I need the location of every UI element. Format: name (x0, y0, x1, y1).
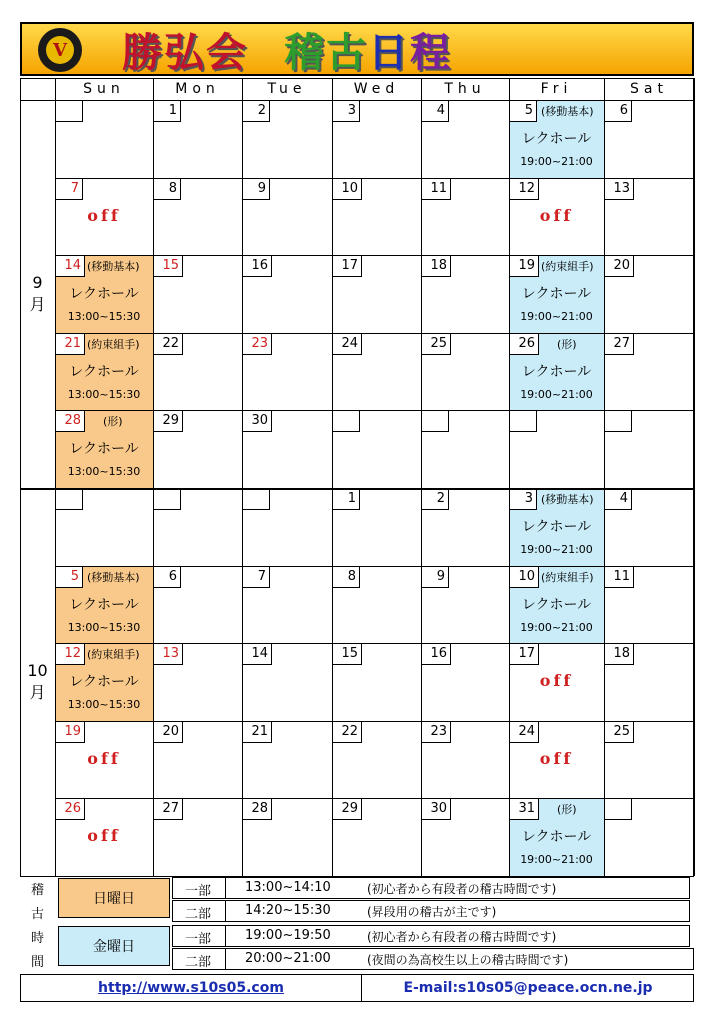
training-topic: (移動基本) (87, 260, 140, 274)
month-label (20, 272, 55, 316)
venue-name: レクホール (521, 131, 592, 147)
calendar-day-cell (509, 566, 604, 644)
day-number: 20 (153, 721, 183, 743)
weekday-header: Mon (175, 81, 220, 97)
day-number: 19 (509, 255, 539, 277)
calendar-day-cell (509, 643, 604, 721)
header-banner (20, 22, 694, 76)
day-number (55, 488, 83, 510)
day-number: 24 (332, 333, 362, 355)
session-part: 一部 (185, 932, 212, 947)
calendar-day-cell (509, 488, 604, 566)
calendar-day-cell (55, 255, 153, 333)
day-off-label: off (87, 826, 121, 846)
training-topic: (形) (557, 337, 577, 351)
calendar-day-cell (509, 410, 604, 488)
day-number (55, 100, 83, 122)
calendar-day-cell (604, 410, 694, 488)
day-off-label: off (539, 671, 574, 691)
day-number: 22 (332, 721, 362, 743)
calendar-day-cell (153, 488, 242, 566)
day-number: 7 (242, 566, 270, 588)
calendar-day-cell (421, 566, 509, 644)
day-number: 19 (55, 721, 85, 743)
day-number: 6 (604, 100, 632, 122)
day-number: 18 (604, 643, 634, 665)
practice-time-label (20, 876, 55, 972)
session-time: 13:00~15:30 (67, 387, 141, 401)
day-number (332, 410, 360, 432)
venue-name: レクホール (69, 286, 139, 303)
calendar-day-cell (153, 643, 242, 721)
day-number: 9 (242, 178, 270, 200)
calendar-day-cell (604, 721, 694, 799)
session-time-range: 14:20~15:30 (245, 903, 331, 918)
day-number: 1 (332, 488, 360, 510)
day-number (421, 410, 449, 432)
weekday-header: Tue (267, 81, 307, 97)
calendar-day-cell (332, 798, 421, 876)
day-number: 25 (421, 333, 451, 355)
calendar-day-cell (332, 100, 421, 178)
day-number: 23 (421, 721, 451, 743)
calendar-day-cell (242, 566, 332, 644)
calendar-day-cell (332, 410, 421, 488)
day-number: 28 (242, 798, 272, 820)
footer (20, 974, 694, 1002)
title-char: 日 (368, 28, 410, 76)
day-number: 27 (604, 333, 634, 355)
practice-time-table (20, 876, 694, 972)
day-number: 2 (242, 100, 270, 122)
label-char: 古 (30, 906, 44, 922)
day-number: 8 (332, 566, 360, 588)
email-address: E-mail:s10s05@peace.ocn.ne.jp (403, 980, 653, 996)
training-topic: (形) (557, 803, 577, 817)
month-number: 10 (27, 661, 48, 680)
day-number: 21 (55, 333, 85, 355)
day-number: 29 (332, 798, 362, 820)
calendar-day-cell (509, 333, 604, 411)
day-number: 18 (421, 255, 451, 277)
calendar-day-cell (242, 643, 332, 721)
calendar-day-cell (332, 333, 421, 411)
day-number: 23 (242, 333, 272, 355)
day-number (604, 798, 632, 820)
session-time: 19:00~21:00 (520, 620, 593, 634)
calendar-day-cell (604, 566, 694, 644)
friday-label: 金曜日 (58, 926, 170, 966)
calendar-grid (20, 78, 694, 876)
day-number: 16 (242, 255, 272, 277)
calendar-day-cell (421, 333, 509, 411)
day-number: 6 (153, 566, 181, 588)
calendar-day-cell (153, 410, 242, 488)
calendar-day-cell (153, 566, 242, 644)
calendar-day-cell (604, 488, 694, 566)
calendar-day-cell (153, 178, 242, 256)
training-topic: (移動基本) (87, 570, 140, 584)
day-number (153, 488, 181, 510)
label-char: 時 (30, 930, 44, 946)
weekday-header: Fri (540, 81, 573, 97)
day-number: 28 (55, 410, 85, 432)
session-time: 19:00~21:00 (520, 155, 593, 168)
day-number: 15 (153, 255, 183, 277)
website-link[interactable]: http://www.s10s05.com (98, 980, 284, 996)
day-number: 9 (421, 566, 449, 588)
calendar-day-cell (55, 178, 153, 256)
session-time-range: 20:00~21:00 (245, 951, 331, 966)
calendar-day-cell (421, 721, 509, 799)
weekday-header: Wed (353, 81, 400, 97)
calendar-day-cell (421, 643, 509, 721)
day-off-label: off (87, 748, 121, 768)
day-number: 26 (509, 333, 539, 355)
calendar-day-cell (604, 333, 694, 411)
venue-name: レクホール (521, 286, 592, 303)
day-number (604, 410, 632, 432)
venue-name: レクホール (69, 596, 139, 613)
session-time: 19:00~21:00 (520, 387, 593, 401)
venue-name: レクホール (521, 829, 592, 846)
session-time: 19:00~21:00 (520, 310, 593, 324)
session-part: 二部 (185, 907, 212, 922)
calendar-day-cell (242, 255, 332, 333)
venue-name: レクホール (69, 674, 139, 691)
day-number: 30 (421, 798, 451, 820)
day-number: 11 (421, 178, 451, 200)
calendar-day-cell (332, 488, 421, 566)
calendar-day-cell (332, 566, 421, 644)
day-number: 22 (153, 333, 183, 355)
club-logo (38, 28, 82, 72)
calendar-day-cell (332, 643, 421, 721)
day-number: 26 (55, 798, 85, 820)
calendar-day-cell (421, 798, 509, 876)
calendar-day-cell (242, 100, 332, 178)
day-number: 2 (421, 488, 449, 510)
session-time: 13:00~15:30 (67, 465, 141, 479)
title-char: 稽 (284, 28, 326, 76)
day-number: 4 (604, 488, 632, 510)
calendar-day-cell (55, 643, 153, 721)
calendar-day-cell (55, 798, 153, 876)
day-number: 17 (332, 255, 362, 277)
day-number: 14 (242, 643, 272, 665)
calendar-day-cell (604, 255, 694, 333)
training-topic: (約束組手) (541, 260, 594, 274)
calendar-day-cell (604, 798, 694, 876)
day-number: 21 (242, 721, 272, 743)
schedule-row (172, 948, 694, 970)
month-number: 9 (32, 273, 43, 292)
day-number: 29 (153, 410, 183, 432)
day-number: 16 (421, 643, 451, 665)
title-char: 程 (410, 28, 452, 76)
day-number: 11 (604, 566, 634, 588)
calendar-day-cell (509, 100, 604, 178)
calendar-day-cell (55, 100, 153, 178)
calendar-day-cell (55, 566, 153, 644)
day-number: 30 (242, 410, 272, 432)
day-number: 31 (509, 798, 539, 820)
day-number: 3 (509, 488, 537, 510)
schedule-row (172, 925, 690, 947)
page-title (122, 24, 682, 74)
calendar-day-cell (153, 100, 242, 178)
calendar-day-cell (242, 410, 332, 488)
calendar-day-cell (55, 488, 153, 566)
day-number: 15 (332, 643, 362, 665)
session-part: 二部 (185, 955, 212, 970)
month-label (20, 660, 55, 704)
venue-name: レクホール (69, 363, 139, 380)
day-number: 13 (153, 643, 183, 665)
session-time-range: 13:00~14:10 (245, 880, 331, 895)
training-topic: (形) (103, 415, 123, 429)
calendar-day-cell (332, 255, 421, 333)
title-char: 古 (326, 28, 368, 76)
day-number: 25 (604, 721, 634, 743)
day-number: 10 (509, 566, 539, 588)
session-time: 13:00~15:30 (67, 310, 141, 324)
calendar-day-cell (153, 721, 242, 799)
calendar-day-cell (421, 255, 509, 333)
day-number: 3 (332, 100, 360, 122)
training-topic: (移動基本) (541, 493, 594, 506)
day-off-label: off (539, 205, 574, 225)
label-char: 間 (30, 954, 44, 970)
day-off-label: off (539, 748, 574, 768)
session-note: (初心者から有段者の稽古時間です) (367, 882, 557, 896)
day-number: 12 (509, 178, 539, 200)
day-number: 27 (153, 798, 183, 820)
training-topic: (移動基本) (541, 105, 594, 118)
day-number: 5 (55, 566, 83, 588)
calendar-day-cell (242, 721, 332, 799)
venue-name: レクホール (521, 519, 592, 535)
weekday-header: Thu (444, 81, 486, 97)
label-char: 稽 (30, 882, 44, 898)
logo-letter: V (46, 36, 74, 64)
month-kanji: 月 (29, 683, 46, 702)
day-number: 13 (604, 178, 634, 200)
calendar-day-cell (55, 721, 153, 799)
session-note: (初心者から有段者の稽古時間です) (367, 930, 557, 944)
session-time: 13:00~15:30 (67, 620, 141, 634)
calendar-day-cell (421, 410, 509, 488)
session-note: (昇段用の稽古が主です) (367, 905, 497, 919)
weekday-header: Sat (630, 81, 668, 97)
venue-name: レクホール (69, 441, 139, 458)
day-number: 7 (55, 178, 83, 200)
calendar-day-cell (153, 255, 242, 333)
day-off-label: off (87, 205, 121, 225)
sunday-label: 日曜日 (58, 878, 170, 918)
calendar-day-cell (242, 333, 332, 411)
calendar-day-cell (604, 100, 694, 178)
day-number: 24 (509, 721, 539, 743)
calendar-day-cell (242, 178, 332, 256)
training-topic: (約束組手) (541, 570, 594, 584)
training-topic: (約束組手) (87, 337, 140, 351)
day-number: 8 (153, 178, 181, 200)
session-time: 13:00~15:30 (67, 698, 141, 712)
day-number: 12 (55, 643, 85, 665)
calendar-day-cell (332, 178, 421, 256)
calendar-day-cell (509, 721, 604, 799)
calendar-day-cell (509, 798, 604, 876)
title-char: 弘 (164, 28, 206, 76)
session-time: 19:00~21:00 (520, 853, 593, 867)
calendar-day-cell (509, 178, 604, 256)
venue-name: レクホール (521, 363, 592, 380)
calendar-day-cell (242, 798, 332, 876)
calendar-day-cell (153, 798, 242, 876)
day-number (242, 488, 270, 510)
calendar-day-cell (604, 643, 694, 721)
day-number (509, 410, 537, 432)
calendar-day-cell (421, 178, 509, 256)
schedule-row (172, 900, 690, 922)
schedule-row (172, 877, 690, 899)
calendar-day-cell (153, 333, 242, 411)
venue-name: レクホール (521, 596, 592, 613)
day-number: 5 (509, 100, 537, 122)
training-topic: (約束組手) (87, 648, 140, 662)
title-char: 勝 (122, 28, 164, 76)
calendar-day-cell (55, 333, 153, 411)
session-time: 19:00~21:00 (520, 543, 593, 556)
calendar-day-cell (421, 100, 509, 178)
day-number: 20 (604, 255, 634, 277)
calendar-day-cell (509, 255, 604, 333)
session-note: (夜間の為高校生以上の稽古時間です) (367, 953, 569, 967)
day-number: 14 (55, 255, 85, 277)
weekday-header: Sun (83, 81, 125, 97)
day-number: 10 (332, 178, 362, 200)
day-number: 17 (509, 643, 539, 665)
session-time-range: 19:00~19:50 (245, 928, 331, 943)
calendar-day-cell (421, 488, 509, 566)
calendar-day-cell (242, 488, 332, 566)
title-char: 会 (206, 28, 248, 76)
day-number: 4 (421, 100, 449, 122)
day-number: 1 (153, 100, 181, 122)
calendar-day-cell (604, 178, 694, 256)
session-part: 一部 (185, 884, 212, 899)
month-kanji: 月 (29, 295, 46, 314)
calendar-day-cell (332, 721, 421, 799)
calendar-day-cell (55, 410, 153, 488)
